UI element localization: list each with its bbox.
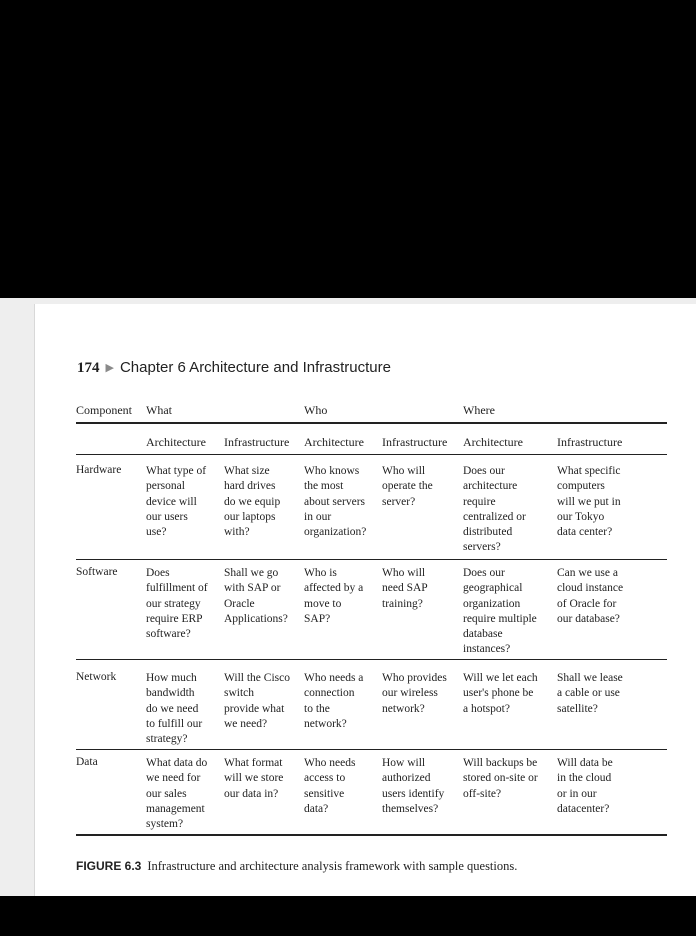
row-label-network: Network bbox=[76, 671, 117, 683]
arrow-right-icon: ▶ bbox=[105, 362, 114, 374]
table-cell: How will authorized users identify themselves? bbox=[382, 757, 445, 815]
table-cell: What format will we store our data in? bbox=[224, 757, 284, 800]
chapter-title: Chapter 6 Architecture and Infrastructure bbox=[119, 359, 391, 376]
subheader-what-architecture: Architecture bbox=[146, 435, 206, 449]
subheader-where-architecture: Architecture bbox=[463, 435, 523, 449]
table-cell: Will backups be stored on-site or off-site? bbox=[463, 757, 538, 800]
row-divider bbox=[76, 659, 667, 660]
row-label-hardware: Hardware bbox=[76, 464, 122, 476]
table-cell: Who is affected by a move to SAP? bbox=[304, 567, 364, 625]
header-where: Where bbox=[463, 403, 495, 417]
header-component: Component bbox=[76, 403, 132, 417]
header-who: Who bbox=[304, 403, 328, 417]
table-cell: Will the Cisco switch provide what we need? bbox=[224, 672, 290, 730]
header-what: What bbox=[146, 403, 172, 417]
table-cell: Does our architecture require centralized or distributed servers? bbox=[463, 465, 526, 554]
running-head bbox=[77, 359, 391, 377]
row-label-data: Data bbox=[76, 756, 98, 768]
page-background bbox=[0, 298, 696, 896]
subheader-what-infrastructure: Infrastructure bbox=[224, 435, 290, 449]
subheader-who-architecture: Architecture bbox=[304, 435, 364, 449]
row-label-software: Software bbox=[76, 566, 118, 578]
subheader-where-infrastructure: Infrastructure bbox=[557, 435, 623, 449]
table-cell: What specific computers will we put in our Tokyo data center? bbox=[557, 465, 621, 539]
table-cell: Can we use a cloud instance of Oracle for our database? bbox=[557, 567, 624, 625]
table-cell: How much bandwidth do we need to fulfill our strategy? bbox=[146, 672, 203, 746]
table-cell: Will we let each user's phone be a hotspot? bbox=[463, 672, 538, 715]
table-cell: Who needs access to sensitive data? bbox=[304, 757, 356, 815]
table-top-rule bbox=[76, 422, 667, 424]
table-cell: Who will need SAP training? bbox=[382, 567, 428, 610]
table-cell: Who knows the most about servers in our organization? bbox=[304, 465, 367, 539]
page-number: 174 bbox=[77, 360, 100, 376]
table-cell: What data do we need for our sales management system? bbox=[146, 757, 208, 831]
table-cell: Does fulfillment of our strategy require ERP software? bbox=[146, 567, 208, 641]
figure-label: FIGURE 6.3 bbox=[76, 859, 142, 873]
table-cell: Who provides our wireless network? bbox=[382, 672, 447, 715]
table-cell: Who needs a connection to the network? bbox=[304, 672, 364, 730]
table-cell: Shall we go with SAP or Oracle Applications? bbox=[224, 567, 288, 625]
row-divider bbox=[76, 749, 667, 750]
row-divider bbox=[76, 559, 667, 560]
table-bottom-rule bbox=[76, 834, 667, 836]
table-cell: Will data be in the cloud or in our datacenter? bbox=[557, 757, 613, 815]
subheader-who-infrastructure: Infrastructure bbox=[382, 435, 448, 449]
table-cell: What size hard drives do we equip our laptops with? bbox=[224, 465, 281, 539]
table-cell: Who will operate the server? bbox=[382, 465, 433, 508]
table-cell: Does our geographical organization require multiple database instances? bbox=[463, 567, 537, 656]
figure-caption bbox=[76, 859, 517, 874]
table-cell: Shall we lease a cable or use satellite? bbox=[557, 672, 623, 715]
book-page bbox=[34, 304, 696, 896]
figure-caption-text: Infrastructure and architecture analysis framework with sample questions. bbox=[147, 859, 518, 873]
table-cell: What type of personal device will our users use? bbox=[146, 465, 207, 539]
header-divider bbox=[76, 454, 667, 455]
